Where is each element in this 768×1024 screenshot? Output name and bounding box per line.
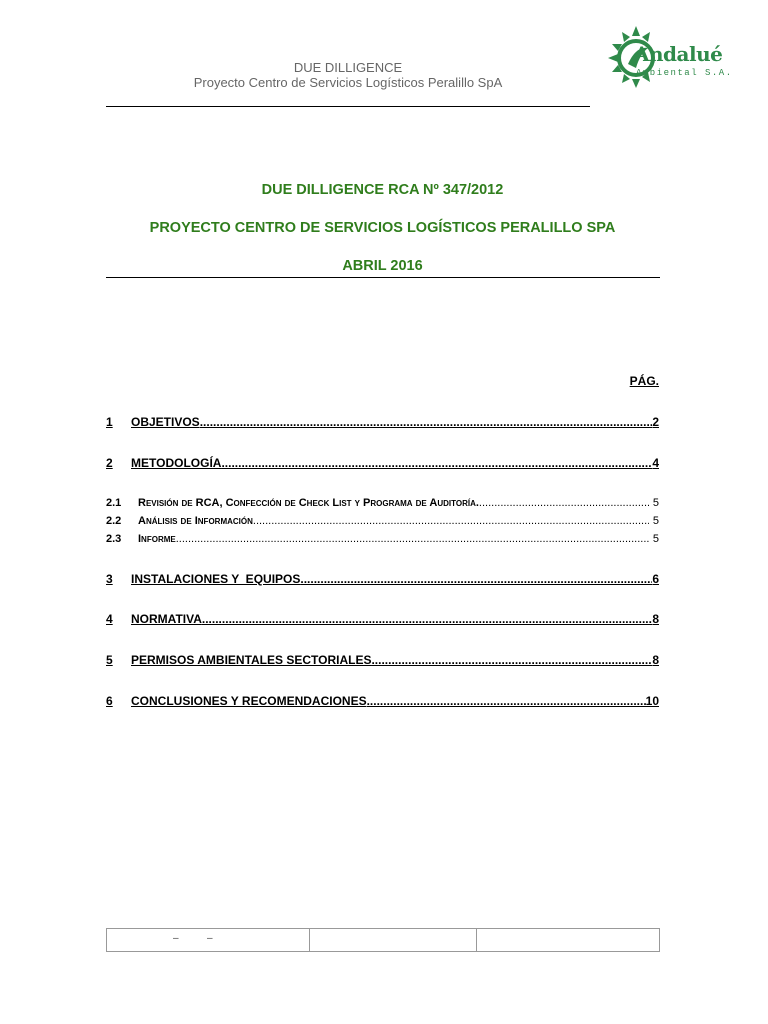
- toc-entry-number: 1: [106, 415, 113, 429]
- toc-entry-label: PERMISOS AMBIENTALES SECTORIALES: [131, 653, 372, 667]
- toc-leader: [253, 514, 649, 529]
- toc-subentry-informe[interactable]: [106, 532, 659, 547]
- footer-cell: [477, 929, 659, 951]
- toc-entry-number: 2: [106, 456, 113, 470]
- toc-leader: [367, 693, 646, 709]
- toc-entry-page: 2: [652, 415, 659, 429]
- toc-leader: [371, 652, 652, 668]
- toc-entry-number: 6: [106, 694, 113, 708]
- toc-entry-label: CONCLUSIONES Y RECOMENDACIONES: [131, 694, 367, 708]
- toc-entry-instalaciones[interactable]: [106, 571, 659, 587]
- toc-entry-page: 5: [652, 533, 659, 545]
- footer-dash: –: [173, 933, 179, 944]
- footer-cell: [107, 929, 310, 951]
- project-title: PROYECTO CENTRO DE SERVICIOS LOGÍSTICOS PERALILLO SPA: [149, 220, 616, 236]
- toc-leader: [176, 532, 649, 547]
- toc-entry-page: 6: [652, 572, 659, 586]
- toc-entry-number: 4: [106, 612, 113, 626]
- header-title: DUE DILLIGENCE: [293, 60, 403, 75]
- toc-entry-page: 8: [652, 653, 659, 667]
- header-divider: [106, 106, 590, 107]
- toc-leader: [221, 455, 652, 471]
- toc-page-header: PÁG.: [629, 374, 659, 388]
- toc-subentry-revision[interactable]: [106, 496, 659, 511]
- toc-entry-permisos[interactable]: [106, 652, 659, 668]
- toc-entry-page: 5: [652, 497, 659, 509]
- toc-entry-label: Análisis de Información: [138, 515, 253, 527]
- toc-entry-label: Informe: [138, 533, 176, 545]
- toc-entry-number: 3: [106, 572, 113, 586]
- footer-cell: [310, 929, 477, 951]
- toc-entry-page: 10: [645, 694, 659, 708]
- toc-entry-metodologia[interactable]: [106, 455, 659, 471]
- logo-name: Andalué: [634, 42, 723, 66]
- document-title: DUE DILLIGENCE RCA Nº 347/2012: [261, 182, 504, 198]
- toc-leader: [202, 611, 652, 627]
- toc-entry-objetivos[interactable]: [106, 414, 659, 430]
- toc-entry-label: Revisión de RCA, Confección de Check List y Programa de Auditoría.: [138, 497, 479, 509]
- toc-leader: [479, 496, 649, 511]
- toc-entry-page: 4: [652, 456, 659, 470]
- header-subtitle: Proyecto Centro de Servicios Logísticos Peralillo SpA: [193, 75, 503, 90]
- footer-table: [106, 928, 660, 952]
- toc-subentry-analisis[interactable]: [106, 514, 659, 529]
- toc-entry-label: METODOLOGÍA: [131, 456, 222, 470]
- toc-entry-number: 2.3: [106, 533, 122, 545]
- footer-dash: –: [207, 933, 213, 944]
- document-date: ABRIL 2016: [342, 258, 423, 274]
- toc-entry-page: 5: [652, 515, 659, 527]
- toc-entry-page: 8: [652, 612, 659, 626]
- toc-entry-normativa[interactable]: [106, 611, 659, 627]
- toc-entry-number: 5: [106, 653, 113, 667]
- toc-entry-conclusiones[interactable]: [106, 693, 659, 709]
- toc-entry-label: INSTALACIONES Y EQUIPOS: [131, 572, 301, 586]
- toc-entry-number: 2.2: [106, 515, 122, 527]
- title-divider: [106, 277, 660, 278]
- toc-leader: [300, 571, 652, 587]
- logo-subtitle: Ambiental S.A.: [636, 68, 733, 78]
- toc-leader: [200, 414, 653, 430]
- toc-entry-label: NORMATIVA: [131, 612, 202, 626]
- toc-entry-number: 2.1: [106, 497, 122, 509]
- toc-entry-label: OBJETIVOS: [131, 415, 200, 429]
